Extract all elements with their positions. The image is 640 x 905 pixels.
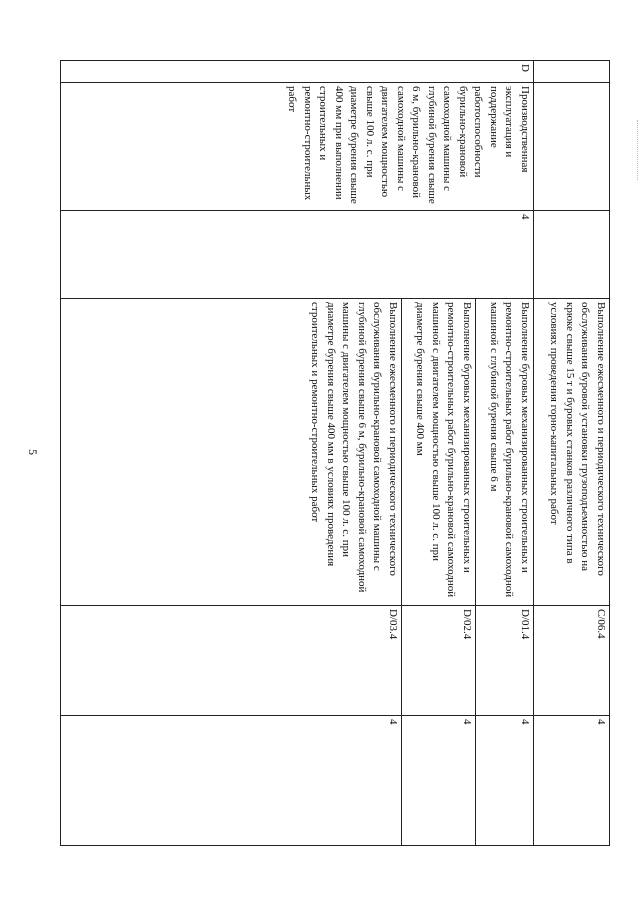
function-code-cell: D/01.4 (476, 606, 534, 716)
group-code-cell-empty (534, 61, 610, 83)
table-row (476, 61, 534, 846)
function-level-cell: 4 (534, 716, 610, 846)
group-level-cell: 4 (61, 211, 534, 299)
function-name-cell: Выполнение ежесменного и периодического технического обслуживания буровой установки грузоподъемностью на крюке свыше 15 т и буровых станков различного типа в условиях проведения горно-капитальных работ (534, 299, 610, 606)
functions-table (60, 60, 610, 846)
function-code-cell: С/06.4 (534, 606, 610, 716)
table-row (534, 61, 610, 846)
group-code-cell: D (61, 61, 534, 83)
function-code-cell: D/02.4 (402, 606, 476, 716)
function-level-cell: 4 (402, 716, 476, 846)
group-name-cell-empty (534, 83, 610, 211)
group-level-cell-empty (534, 211, 610, 299)
function-code-cell: D/03.4 (61, 606, 402, 716)
group-name-cell: Производственная эксплуатация и поддержание работоспособности бурильно-крановой самоходной машины с глубиной бурения свыше 6 м, бурильно-крановой самоходной машины с двигателем мощностью свыше 100 л. с. при диаметре бурения свыше 400 мм при выполнении строительных и ремонтно-строительных работ (61, 83, 534, 211)
page-number: 5 (26, 449, 40, 455)
function-level-cell: 4 (61, 716, 402, 846)
scan-edge-marks (635, 120, 638, 180)
function-name-cell: Выполнение буровых механизированных строительных и ремонтно-строительных работ бурильно-крановой самоходной машиной с глубиной бурения свыше 6 м (476, 299, 534, 606)
functions-table-wrapper (60, 60, 610, 845)
function-name-cell: Выполнение ежесменного и периодического технического обслуживания бурильно-крановой самоходной машины с глубиной бурения свыше 6 м, бурильно-крановой самоходной машины с двигателем мощностью свыше 100 л. с. при диаметре бурения свыше 400 мм в условиях проведения строительных и ремонтно-строительных работ (61, 299, 402, 606)
function-level-cell: 4 (476, 716, 534, 846)
function-name-cell: Выполнение буровых механизированных строительных и ремонтно-строительных работ бурильно-крановой самоходной машиной с двигателем мощностью свыше 100 л. с. при диаметре бурения свыше 400 мм (402, 299, 476, 606)
